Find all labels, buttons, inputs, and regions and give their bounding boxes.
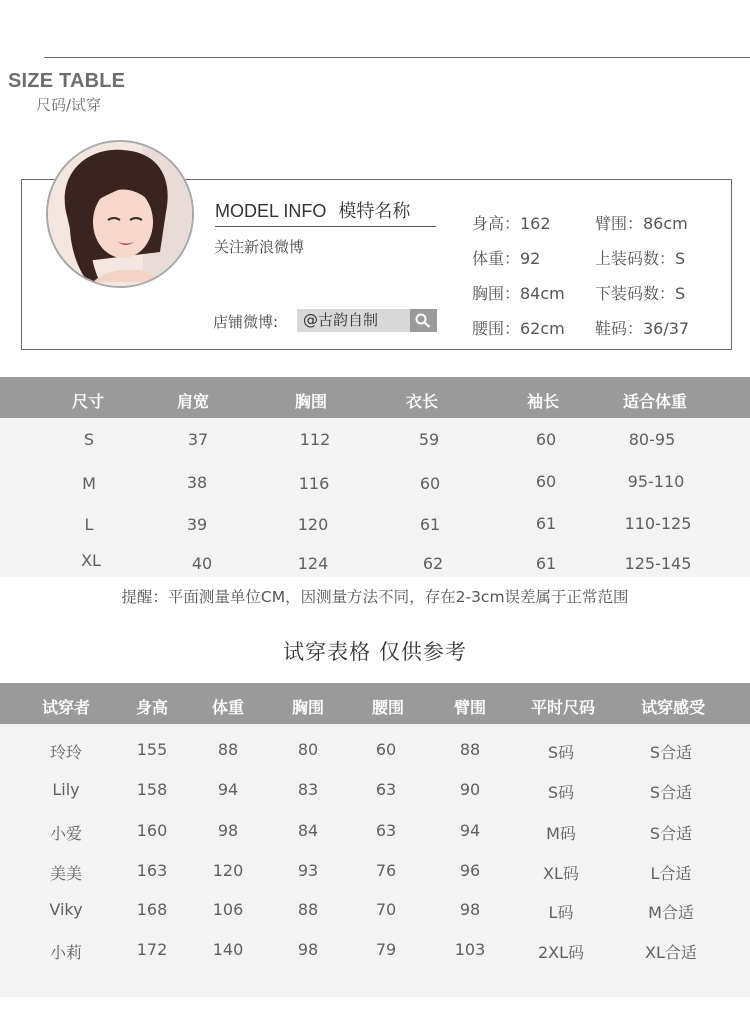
stat-waist: 腰围：62cm [472,319,565,338]
table-cell: 76 [375,861,397,880]
table-cell: 110-125 [624,514,692,533]
table-cell: 120 [212,861,244,880]
table-cell: Lily [52,780,80,799]
measurement-note: 提醒：平面测量单位CM，因测量方法不同，存在2-3cm误差属于正常范围 [121,588,629,606]
size-table-title: SIZE TABLE [8,70,126,92]
table-cell: 98 [297,940,319,959]
table-cell: 60 [419,474,441,493]
table-cell: 172 [136,940,168,959]
table-cell: L合适 [650,864,692,883]
stat-shoe-size: 鞋码：36/37 [595,319,690,338]
table-cell: 61 [535,554,557,573]
table-cell: XL码 [543,864,579,883]
table-cell: 61 [419,515,441,534]
tryon-header: 平时尺码 [530,698,595,717]
table-cell: 160 [136,821,168,840]
table-cell: 小爱 [49,824,82,843]
table-cell: L [84,515,94,534]
tryon-header: 试穿感受 [640,698,705,717]
table-cell: 98 [459,900,481,919]
table-cell: 120 [297,515,329,534]
table-cell: 37 [187,430,209,449]
table-cell: 158 [136,780,168,799]
table-cell: XL合适 [645,943,697,962]
follow-weibo-text: 关注新浪微博 [214,238,305,256]
table-cell: S [83,430,95,449]
table-cell: 95-110 [627,472,685,491]
table-cell: 163 [136,861,168,880]
table-cell: 155 [136,740,168,759]
tryon-header: 试穿者 [41,698,90,717]
model-heading-underline [215,226,436,227]
model-portrait-image [48,142,192,286]
tryon-header: 胸围 [291,698,324,717]
table-cell: M [82,474,96,493]
table-cell: 88 [459,740,481,759]
table-cell: 60 [535,430,557,449]
shop-weibo-field[interactable]: @古韵自制 [297,309,410,332]
table-cell: 60 [375,740,397,759]
table-cell: 63 [375,780,397,799]
table-cell: 112 [299,430,331,449]
tryon-title: 试穿表格 仅供参考 [283,640,467,664]
table-cell: 124 [297,554,329,573]
table-cell: 小莉 [49,943,82,962]
table-cell: S合适 [649,743,693,762]
table-cell: 98 [217,821,239,840]
table-cell: 40 [191,554,213,573]
table-cell: 80-95 [628,430,676,449]
table-cell: S合适 [649,783,693,802]
table-cell: 39 [186,515,208,534]
table-cell: 83 [297,780,319,799]
table-cell: 106 [212,900,244,919]
size-header: 袖长 [526,392,559,411]
table-cell: M码 [546,824,576,843]
tryon-header: 体重 [211,698,244,717]
table-cell: 116 [298,474,330,493]
stat-weight: 体重：92 [472,249,541,268]
tryon-header: 腰围 [371,698,404,717]
size-table-subtitle: 尺码/试穿 [36,96,102,114]
search-icon [410,309,437,332]
size-header: 胸围 [294,392,327,411]
shop-weibo-label: 店铺微博: [213,313,279,331]
table-cell: 84 [297,821,319,840]
table-cell: 96 [459,861,481,880]
stat-bust: 胸围：84cm [472,284,565,303]
table-cell: M合适 [648,903,694,922]
stat-top-size: 上装码数：S [595,249,686,268]
table-cell: 玲玲 [49,743,82,762]
stat-arm: 臂围：86cm [595,214,688,233]
model-info-heading [215,197,410,223]
size-header: 适合体重 [622,392,687,411]
size-header: 肩宽 [176,392,209,411]
model-info-en: MODEL INFO [215,201,327,221]
table-cell: 80 [297,740,319,759]
tryon-header: 臂围 [453,698,486,717]
table-cell: S码 [547,783,575,802]
size-header: 衣长 [405,392,438,411]
stat-height: 身高：162 [472,214,551,233]
table-cell: 125-145 [624,554,692,573]
stat-bottom-size: 下装码数：S [595,284,686,303]
table-cell: 美美 [49,864,82,883]
size-header: 尺寸 [71,392,104,411]
table-cell: S码 [547,743,575,762]
table-cell: 70 [375,900,397,919]
table-cell: 59 [418,430,440,449]
table-cell: Viky [49,900,83,919]
table-cell: 63 [375,821,397,840]
table-cell: 103 [454,940,486,959]
table-cell: 2XL码 [537,943,585,962]
table-cell: 38 [186,473,208,492]
table-cell: 90 [459,780,481,799]
model-info-cn: 模特名称 [338,201,411,222]
table-cell: 94 [459,821,481,840]
search-button[interactable] [410,309,437,332]
table-cell: S合适 [649,824,693,843]
table-cell: 93 [297,861,319,880]
table-cell: XL [81,551,101,570]
top-divider [44,57,750,58]
table-cell: 88 [297,900,319,919]
table-cell: 61 [535,514,557,533]
table-cell: 94 [217,780,239,799]
table-cell: 60 [535,472,557,491]
tryon-header: 身高 [135,698,168,717]
table-cell: 168 [136,900,168,919]
table-cell: 62 [422,554,444,573]
table-cell: 88 [217,740,239,759]
table-cell: 140 [212,940,244,959]
model-avatar [46,140,194,288]
table-cell: 79 [375,940,397,959]
table-cell: L码 [548,903,574,922]
